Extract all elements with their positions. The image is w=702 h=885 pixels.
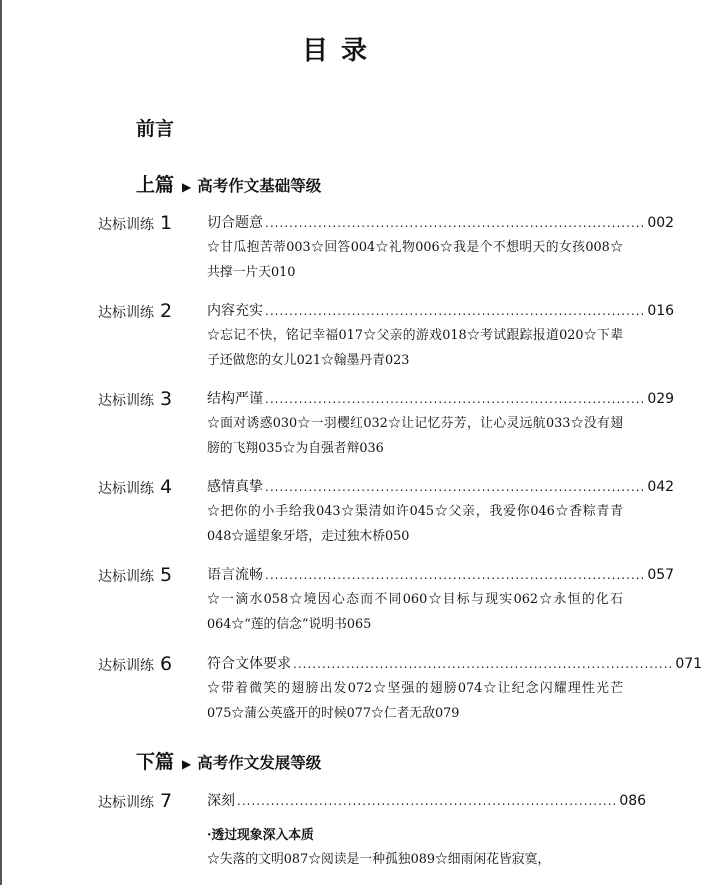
leader-dots: ...............................................................................: [265, 480, 646, 494]
unit-label: [98, 300, 172, 322]
leader-dots: ...............................................................................: [237, 794, 618, 808]
unit-entries: ☆带着微笑的翅膀出发072☆坚强的翅膀074☆让纪念闪耀理性光芒075☆蒲公英盛开的时候077☆仁者无敌079: [207, 681, 623, 721]
preface-heading: 前言: [136, 118, 175, 140]
part-2-title: 高考作文发展等级: [197, 754, 322, 772]
unit-page-number: 057: [647, 567, 675, 583]
unit-number: 6: [160, 653, 173, 675]
unit-number: 2: [160, 300, 173, 322]
unit-label-text: 达标训练: [98, 217, 154, 233]
unit-topic-line: [207, 790, 647, 810]
unit-number: 7: [160, 790, 173, 812]
unit-label-text: 达标训练: [98, 305, 154, 321]
unit-topic: 符合文体要求: [207, 656, 291, 672]
unit-label: [98, 476, 172, 498]
part-1-title: 高考作文基础等级: [197, 177, 322, 195]
triangle-right-icon: ▶: [182, 757, 192, 771]
unit-label-text: 达标训练: [98, 658, 154, 674]
unit-label-text: 达标训练: [98, 795, 154, 811]
leader-dots: ...............................................................................: [265, 216, 646, 230]
unit-number: 3: [160, 388, 173, 410]
unit-label: [98, 653, 172, 675]
unit-number: 4: [160, 476, 173, 498]
unit-topic: 结构严谨: [207, 391, 263, 407]
unit-number: 5: [160, 564, 173, 586]
leader-dots: ...............................................................................: [265, 304, 646, 318]
unit-topic: 切合题意: [207, 215, 263, 231]
unit-label: [98, 564, 172, 586]
unit-topic-line: [207, 212, 675, 232]
unit-page-number: 071: [675, 656, 702, 672]
part-1-header: [136, 170, 321, 197]
unit-page-number: 016: [647, 303, 675, 319]
unit-number: 1: [160, 212, 173, 234]
unit-label: [98, 212, 172, 234]
unit-label-text: 达标训练: [98, 569, 154, 585]
page-title: 目 录: [301, 36, 370, 66]
unit-entries: ☆把你的小手给我043☆渠清如许045☆父亲，我爱你046☆香粽青青048☆遥望象牙塔，走过独木桥050: [207, 504, 623, 544]
triangle-right-icon: ▶: [182, 180, 192, 194]
unit-topic: 语言流畅: [207, 567, 263, 583]
leader-dots: ...............................................................................: [265, 392, 646, 406]
unit-page-number: 029: [647, 391, 675, 407]
unit-label-text: 达标训练: [98, 393, 154, 409]
part-2-label: 下篇: [136, 751, 175, 773]
unit-entries: ☆忘记不快，铭记幸福017☆父亲的游戏018☆考试跟踪报道020☆下辈子还做您的女儿021☆翰墨丹青023: [207, 328, 623, 368]
unit-topic-line: [207, 300, 675, 320]
unit-page-number: 002: [647, 215, 675, 231]
unit-topic-line: [207, 653, 702, 673]
page-edge: [0, 0, 2, 885]
unit-topic: 感情真挚: [207, 479, 263, 495]
part-1-label: 上篇: [136, 174, 175, 196]
unit-topic: 内容充实: [207, 303, 263, 319]
leader-dots: ...............................................................................: [265, 568, 646, 582]
unit-label: [98, 388, 172, 410]
unit-topic-line: [207, 476, 675, 496]
unit-page-number: 086: [619, 793, 647, 809]
unit-entries: ☆失落的文明087☆阅读是一种孤独089☆细雨闲花皆寂寞，: [207, 852, 551, 867]
unit-label: [98, 790, 172, 812]
unit-entries: ☆甘瓜抱苦蒂003☆回答004☆礼物006☆我是个不想明天的女孩008☆共撑一片天010: [207, 240, 623, 280]
part-2-header: [136, 747, 321, 774]
unit-entries: ☆面对诱惑030☆一羽樱红032☆让记忆芬芳，让心灵远航033☆没有翅膀的飞翔035☆为自强者辩036: [207, 416, 623, 456]
unit-entries: ☆一滴水058☆境因心态而不同060☆目标与现实062☆永恒的化石064☆“莲的信念”说明书065: [207, 592, 623, 632]
unit-topic-line: [207, 564, 675, 584]
leader-dots: ...............................................................................: [293, 657, 674, 671]
unit-topic: 深刻: [207, 793, 235, 809]
section-subheading: ·透过现象深入本质: [207, 828, 314, 843]
unit-label-text: 达标训练: [98, 481, 154, 497]
unit-topic-line: [207, 388, 675, 408]
unit-page-number: 042: [647, 479, 675, 495]
